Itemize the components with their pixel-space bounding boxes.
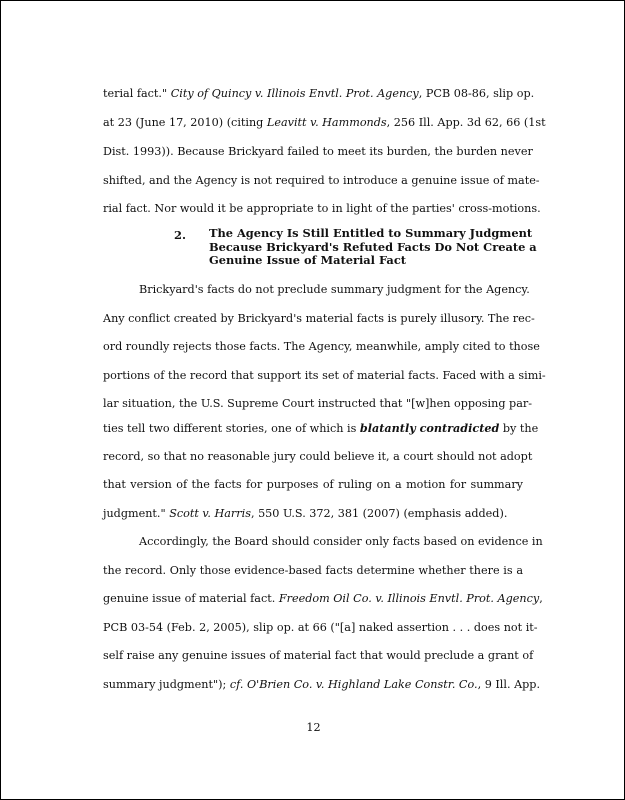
text-line: summary judgment"); cf. O'Brien Co. v. Highland Lake Constr. Co., 9 Ill. App.: [103, 678, 541, 691]
emphasis-text: Scott v. Harris: [169, 507, 251, 520]
section-heading: [209, 226, 537, 268]
section-heading-line: Because Brickyard's Refuted Facts Do Not Create a: [209, 239, 537, 254]
emphasis-text: Freedom Oil Co. v. Illinois Envtl. Prot. Agency: [278, 592, 540, 605]
emphasis-text: cf. O'Brien Co. v. Highland Lake Constr. Co.: [229, 678, 478, 691]
section-heading-line: Genuine Issue of Material Fact: [209, 253, 407, 267]
text-line: genuine issue of material fact. Freedom Oil Co. v. Illinois Envtl. Prot. Agency,: [103, 592, 543, 605]
text-line: Accordingly, the Board should consider only facts based on evidence in: [139, 535, 543, 548]
text-line: shifted, and the Agency is not required to introduce a genuine issue of mate-: [103, 174, 540, 187]
section-number: 2.: [174, 228, 187, 242]
text-line: the record. Only those evidence-based facts determine whether there is a: [103, 564, 523, 577]
text-line: that version of the facts for purposes of ruling on a motion for summary: [103, 478, 523, 491]
emphasis-text: City of Quincy v. Illinois Envtl. Prot. Agency: [170, 87, 419, 100]
emphasis-text: Leavitt v. Hammonds: [266, 116, 387, 129]
text-line: rial fact. Nor would it be appropriate to in light of the parties' cross-motions.: [103, 202, 541, 215]
text-line: portions of the record that support its set of material facts. Faced with a simi-: [103, 369, 546, 382]
text-line: Any conflict created by Brickyard's material facts is purely illusory. The rec-: [103, 312, 535, 325]
text-line: at 23 (June 17, 2010) (citing Leavitt v. Hammonds, 256 Ill. App. 3d 62, 66 (1st: [103, 116, 546, 129]
text-line: judgment." Scott v. Harris, 550 U.S. 372, 381 (2007) (emphasis added).: [103, 507, 508, 520]
text-line: ord roundly rejects those facts. The Agency, meanwhile, amply cited to those: [103, 340, 540, 353]
text-line: record, so that no reasonable jury could believe it, a court should not adopt: [103, 450, 533, 463]
page-number: 12: [306, 721, 321, 734]
section-heading-line: The Agency Is Still Entitled to Summary Judgment: [209, 226, 533, 240]
text-line: ties tell two different stories, one of which is blatantly contradicted by the: [103, 421, 539, 435]
text-line: Brickyard's facts do not preclude summary judgment for the Agency.: [139, 283, 530, 296]
text-line: terial fact." City of Quincy v. Illinois Envtl. Prot. Agency, PCB 08-86, slip op.: [103, 87, 535, 100]
text-line: PCB 03-54 (Feb. 2, 2005), slip op. at 66 ("[a] naked assertion . . . does not it-: [103, 621, 538, 634]
emphasis-text: blatantly contradicted: [359, 421, 500, 435]
text-line: lar situation, the U.S. Supreme Court instructed that "[w]hen opposing par-: [103, 397, 532, 410]
text-line: Dist. 1993)). Because Brickyard failed to meet its burden, the burden never: [103, 145, 533, 158]
text-line: self raise any genuine issues of material fact that would preclude a grant of: [103, 649, 534, 662]
